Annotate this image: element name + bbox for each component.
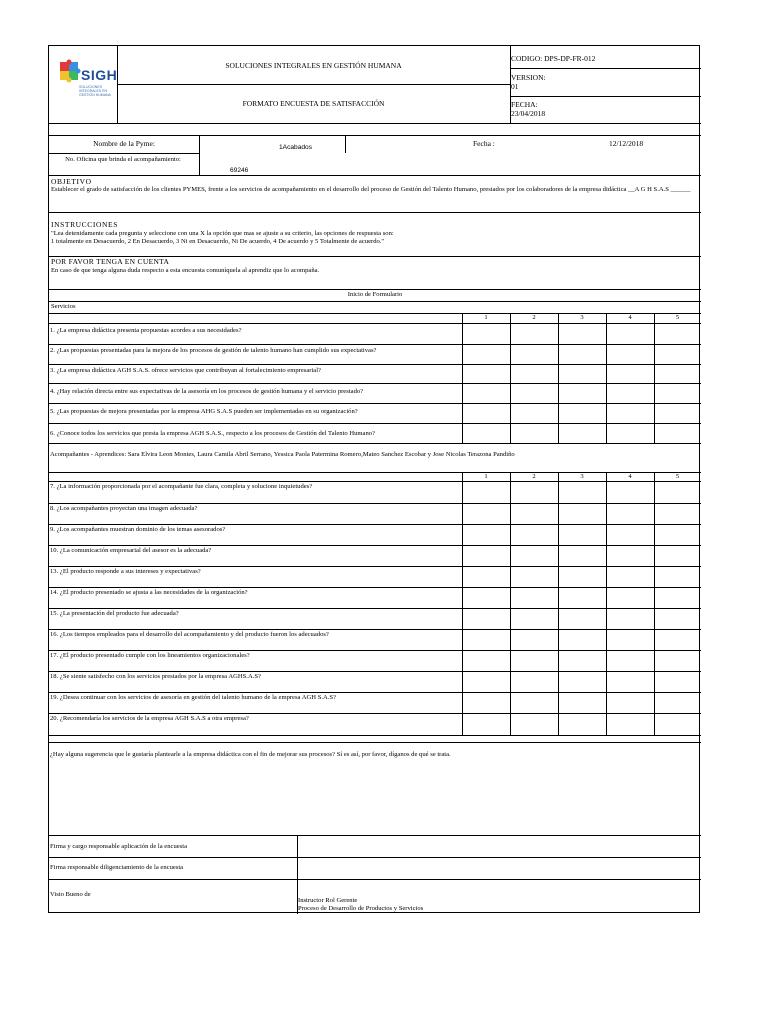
suggestion-area[interactable] bbox=[49, 762, 701, 835]
scale2-2: 2 bbox=[532, 473, 536, 480]
date-value: 23/04/2018 bbox=[511, 109, 546, 118]
fecha-label: Fecha : bbox=[473, 139, 495, 148]
visto-bueno-label: Visto Bueno de bbox=[50, 891, 91, 898]
scale2-3: 3 bbox=[580, 473, 584, 480]
scale2-1: 1 bbox=[484, 473, 488, 480]
form-start-label: Inicio de Formulario bbox=[347, 291, 403, 298]
objetivo-text: Establecer el grado de satisfacción de los clientes PYMES, frente a los servicios de acompañamiento en el desarrollo del proceso de Gestión del Talento Humano, prestados por los colaboradores de la empresa didáctica __A G H S.A.S ______ bbox=[51, 186, 691, 193]
question-1: 1. ¿La empresa didáctica presenta propuestas acordes a sus necesidades? bbox=[50, 327, 242, 334]
instrucciones-line2: 1 totalmente en Desacuerdo, 2 En Desacuerdo, 3 Ni en Desacuerdo, Ni De acuerdo, 4 De acuerdo y 5 Totalmente de acuerdo." bbox=[51, 238, 385, 245]
form-title: FORMATO ENCUESTA DE SATISFACCIÓN bbox=[242, 99, 385, 108]
instructor-process: Proceso de Desarrollo de Productos y Servicios bbox=[298, 905, 424, 912]
survey-form bbox=[48, 45, 700, 913]
scale-1: 1 bbox=[484, 314, 488, 321]
question-19: 19. ¿Desea continuar con los servicios de asesoría en gestión del talento humano de la empresa AGH S.A.S? bbox=[50, 694, 337, 701]
nota-text: En caso de que tenga alguna duda respecto a esta encuesta comuníquela al aprendiz que lo acompaña. bbox=[51, 267, 320, 274]
objetivo-title: OBJETIVO bbox=[51, 177, 92, 186]
office-label: No. Oficina que brinda el acompañamiento: bbox=[65, 156, 181, 163]
scale-4: 4 bbox=[628, 314, 632, 321]
suggestion-prompt: ¿Hay alguna sugerencia que le gustaría plantearle a la empresa didáctica con el fin de mejorar sus procesos? Sí es así, por favor, díganos de qué se trata. bbox=[50, 751, 451, 758]
version-label: VERSION: bbox=[511, 73, 546, 82]
question-10: 10. ¿La comunicación empresarial del asesor es la adecuada? bbox=[50, 547, 212, 554]
question-16: 16. ¿Los tiempos empleados para el desarrollo del acompañamiento y del producto fueron los adecuados? bbox=[50, 631, 329, 638]
question-6: 6. ¿Conoce todos los servicios que presta la empresa AGH S.A.S., respecto a los procesos de Gestión del Talento Humano? bbox=[50, 430, 376, 437]
section1-label: Servicios bbox=[51, 303, 76, 310]
question-2: 2. ¿Las propuestas presentadas para la mejora de los procesos de gestión de talento humano han cumplido sus expectativas? bbox=[50, 347, 377, 354]
question-20: 20. ¿Recomendaría los servicios de la empresa AGH S.A.S a otra empresa? bbox=[50, 715, 249, 722]
question-13: 13. ¿El producto responde a sus intereses y expectativas? bbox=[50, 568, 201, 575]
version-value: 01 bbox=[511, 82, 519, 91]
firma-aplicacion-field[interactable] bbox=[298, 836, 700, 857]
question-9: 9. ¿Los acompañantes muestran dominio de los temas asesorados? bbox=[50, 526, 226, 533]
section2-label: Acompañantes - Aprendices: Sara Elvira Leon Montes, Laura Camila Abril Serrano, Yessica Paola Patermina Romero,Mateo Sanchez Escobar y Jose Nicolas Terazona Pandiño bbox=[50, 451, 515, 458]
question-15: 15. ¿La presentación del producto fue adecuada? bbox=[50, 610, 179, 617]
logo-text: SIGH bbox=[81, 67, 118, 83]
fecha-value[interactable]: 12/12/2018 bbox=[609, 139, 644, 148]
pyme-value[interactable]: 1Acabados bbox=[279, 144, 312, 151]
question-18: 18. ¿Se siente satisfecho con los servicios prestados por la empresa AGHS.A.S? bbox=[50, 673, 261, 680]
question-14: 14. ¿El producto presentado se ajusta a las necesidades de la organización? bbox=[50, 589, 248, 596]
nota-title: POR FAVOR TENGA EN CUENTA bbox=[51, 257, 170, 266]
scale2-5: 5 bbox=[675, 473, 680, 480]
instrucciones-title: INSTRUCCIONES bbox=[51, 220, 118, 229]
question-7: 7. ¿La información proporcionada por el acompañante fue clara, completa y solucione inquietudes? bbox=[50, 483, 313, 490]
logo-subtext: SOLUCIONES INTEGRALES EN GESTIÓN HUMANA bbox=[79, 85, 111, 97]
instrucciones-line1: "Lea detenidamente cada pregunta y seleccione con una X la opción que mas se ajuste a su criterio, las opciones de respuesta son: bbox=[51, 230, 394, 237]
scale-5: 5 bbox=[675, 314, 680, 321]
scale2-4: 4 bbox=[628, 473, 632, 480]
date-label: FECHA: bbox=[511, 100, 538, 109]
question-4: 4. ¿Hay relación directa entre sus expectativas de la asesoría en los procesos de gestión humana y el servicio prestado? bbox=[50, 388, 364, 395]
question-3: 3. ¿La empresa didáctica AGH S.A.S. ofrece servicios que contribuyan al fortalecimiento empresarial? bbox=[50, 367, 321, 374]
company-name: SOLUCIONES INTEGRALES EN GESTIÓN HUMANA bbox=[225, 61, 402, 70]
document-code: CODIGO: DPS-DP-FR-012 bbox=[511, 54, 596, 63]
sigh-logo bbox=[57, 54, 117, 98]
question-17: 17. ¿El producto presentado cumple con los lineamientos organizacionales? bbox=[50, 652, 250, 659]
pyme-label: Nombre de la Pyme: bbox=[93, 139, 155, 148]
question-8: 8. ¿Los acompañantes proyectan una imagen adecuada? bbox=[50, 505, 198, 512]
firma-aplicacion-label: Firma y cargo responsable aplicación de la encuesta bbox=[50, 843, 188, 850]
question-5: 5. ¿Las propuestas de mejora presentadas por la empresa AHG S.A.S pueden ser implementadas en su organización? bbox=[50, 408, 358, 415]
firma-diligenciamiento-label: Firma responsable diligenciamiento de la encuesta bbox=[50, 864, 184, 871]
scale-3: 3 bbox=[580, 314, 584, 321]
scale-2: 2 bbox=[532, 314, 536, 321]
office-value[interactable]: 69246 bbox=[230, 167, 249, 174]
firma-diligenciamiento-field[interactable] bbox=[298, 858, 700, 879]
instructor-role: Instructor Rol Gerente bbox=[298, 897, 358, 904]
